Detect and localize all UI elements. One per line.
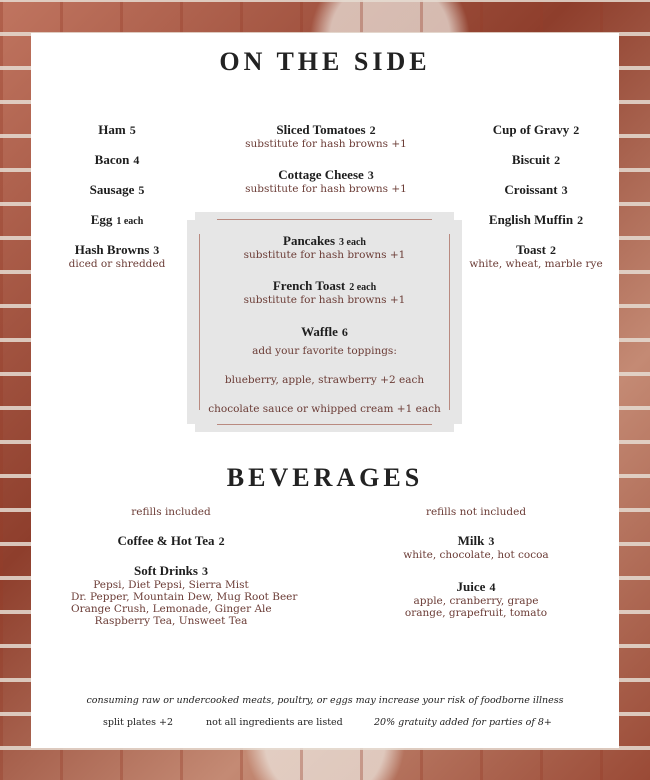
item-name: Egg [90,212,113,227]
box-corner [454,212,462,220]
menu-item-egg [51,209,183,228]
toppings-sauce: chocolate sauce or whipped cream +1 each [208,403,441,415]
box-rule-top [217,219,432,220]
item-name: Cottage Cheese [278,167,364,182]
box-corner [187,212,195,220]
item-price: 5 [129,123,136,137]
item-name: Juice [456,579,486,594]
beverages-title: BEVERAGES [226,463,424,492]
refills-not-included-note: refills not included [425,506,527,518]
refills-included-note: refills included [131,506,211,518]
item-price: 3 [488,534,495,548]
item-description-line: Pepsi, Diet Pepsi, Sierra Mist [93,579,249,591]
item-name: Soft Drinks [134,563,198,578]
item-description: diced or shredded [68,258,166,270]
item-price: 2 [577,213,584,227]
item-description: substitute for hash browns +1 [245,138,407,150]
item-price: 2 [369,123,376,137]
menu-item-milk [376,530,576,561]
item-price: 2 each [349,282,377,293]
item-name: Sliced Tomatoes [276,122,366,137]
item-description-line: Orange Crush, Lemonade, Ginger Ale [71,603,272,615]
item-price: 5 [138,183,145,197]
item-name: Pancakes [283,233,336,248]
split-plates-note: split plates +2 [103,717,173,728]
item-price: 3 [201,564,208,578]
menu-item-french-toast [187,275,462,306]
menu-item-ham [51,119,183,138]
menu-item-cup-of-gravy [461,119,611,138]
item-price: 3 each [339,237,366,248]
item-name: Coffee & Hot Tea [117,533,215,548]
item-description-line: Raspberry Tea, Unsweet Tea [94,615,248,627]
box-rule-bottom [217,424,432,425]
item-price: 2 [549,243,556,257]
toppings-intro: add your favorite toppings: [252,345,397,357]
menu-item-cottage-cheese [191,164,461,195]
ingredients-note: not all ingredients are listed [206,717,343,728]
item-name: Milk [457,533,485,548]
item-price: 3 [367,168,374,182]
menu-item-coffee-tea [71,530,271,549]
item-price: 2 [554,153,561,167]
item-price: 4 [489,580,496,594]
item-description-line: apple, cranberry, grape [413,595,539,607]
item-price: 2 [218,534,225,548]
menu-item-biscuit [461,149,611,168]
gratuity-note: 20% gratuity added for parties of 8+ [374,717,552,728]
foodborne-warning: consuming raw or undercooked meats, poultry, or eggs may increase your risk of foodborne illness [86,695,564,706]
menu-page [31,33,619,748]
box-corner [187,424,195,432]
toppings-fruit: blueberry, apple, strawberry +2 each [224,374,425,386]
item-name: French Toast [272,278,346,293]
box-corner [454,424,462,432]
menu-item-soft-drinks [71,560,298,627]
item-name: Toast [516,242,546,257]
item-price: 6 [341,325,348,339]
menu-item-croissant [461,179,611,198]
item-description-line: orange, grapefruit, tomato [404,607,548,619]
item-price: 3 [153,243,160,257]
item-description-line: Dr. Pepper, Mountain Dew, Mug Root Beer [71,591,298,603]
side-title: ON THE SIDE [219,47,431,76]
item-description: substitute for hash browns +1 [243,249,406,261]
item-price: 4 [133,153,140,167]
menu-item-english-muffin [461,209,611,228]
menu-item-sausage [51,179,183,198]
item-price: 1 each [116,216,144,227]
item-name: Croissant [504,182,558,197]
griddle-box [187,212,462,432]
item-description: white, wheat, marble rye [469,258,603,270]
menu-item-toast [461,239,611,270]
item-name: Cup of Gravy [492,122,570,137]
item-name: Ham [98,122,126,137]
menu-item-pancakes [187,230,462,261]
item-name: Biscuit [511,152,551,167]
item-name: Hash Browns [74,242,150,257]
item-price: 3 [561,183,568,197]
item-price: 2 [573,123,580,137]
item-name: Waffle [301,324,338,339]
item-description: substitute for hash browns +1 [243,294,406,306]
item-name: English Muffin [488,212,574,227]
menu-item-waffle [187,321,462,340]
menu-item-bacon [51,149,183,168]
item-name: Bacon [94,152,130,167]
menu-item-hash-browns [51,239,183,270]
item-description: substitute for hash browns +1 [245,183,407,195]
item-description: white, chocolate, hot cocoa [403,549,549,561]
menu-item-juice [376,576,576,619]
menu-item-sliced-tomatoes [191,119,461,150]
item-name: Sausage [89,182,135,197]
